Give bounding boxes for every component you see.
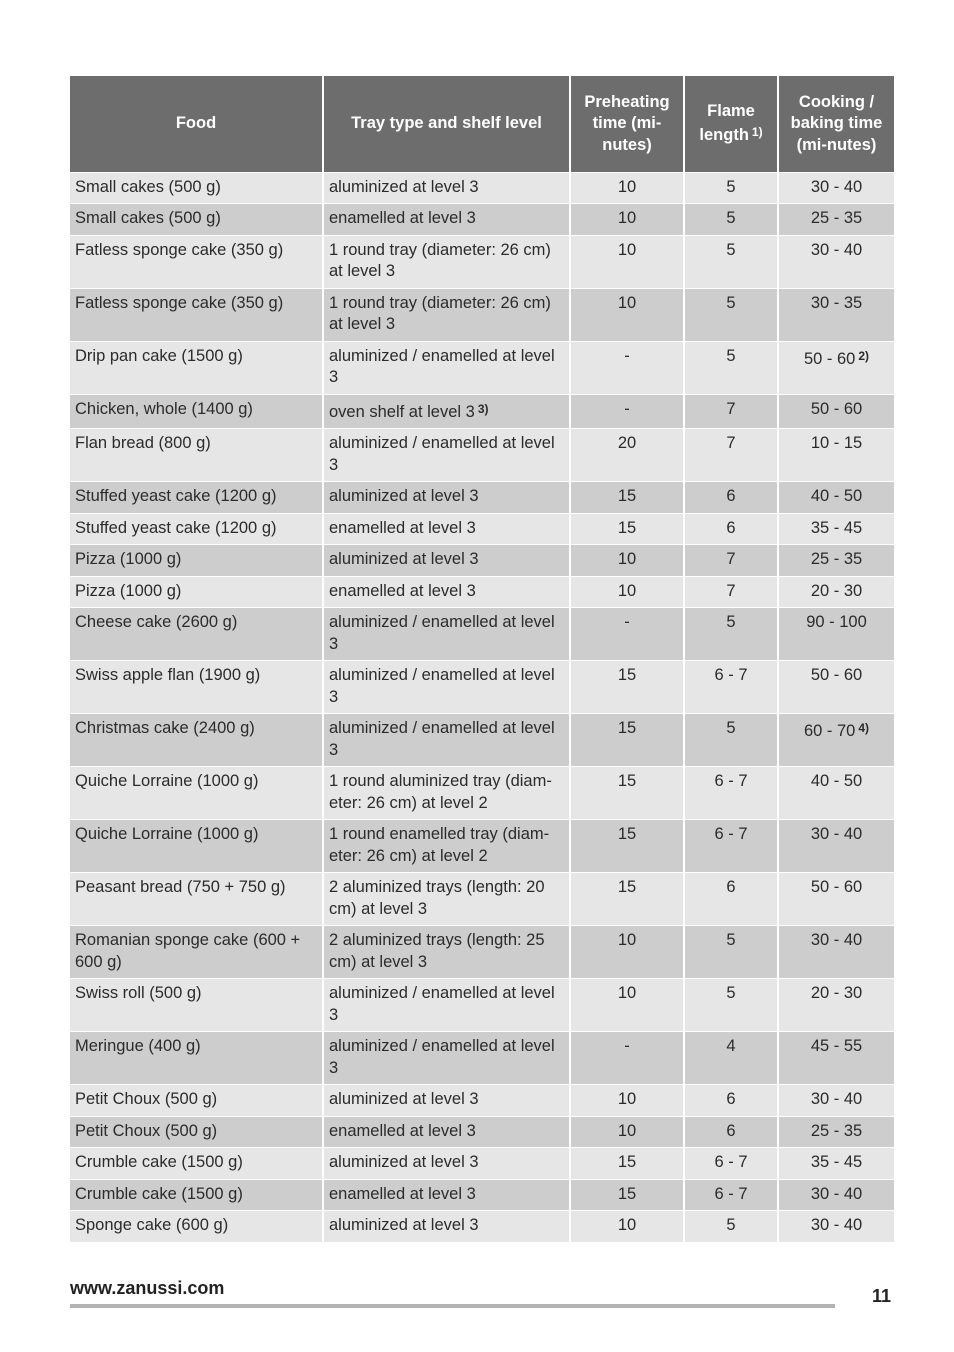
cell-preheat-text: 10 [617, 240, 637, 259]
cell-food-text: Swiss roll (500 g) [75, 984, 202, 1002]
cell-flame-text: 7 [726, 550, 736, 568]
cell-food [70, 1211, 323, 1242]
cell-flame [684, 661, 778, 714]
cell-cook [778, 767, 894, 820]
cell-flame-text: 6 [726, 878, 736, 896]
header-food: Food [70, 76, 323, 172]
cell-flame-text: 5 [726, 240, 736, 259]
cell-cook-text: 30 - 40 [810, 1090, 863, 1108]
cell-cook [778, 235, 894, 288]
cell-preheat [570, 172, 684, 204]
cell-flame [684, 288, 778, 341]
cell-food-text: Cheese cake (2600 g) [75, 613, 238, 631]
cell-tray-text: 1 round enamelled tray (diam-eter: 26 cm) at level 2 [329, 825, 550, 865]
cell-tray [323, 608, 570, 661]
cell-cook [778, 1032, 894, 1085]
cell-cook-text: 25 - 35 [810, 209, 863, 227]
table-row [70, 576, 894, 608]
cell-food-text: Crumble cake (1500 g) [75, 1153, 243, 1171]
cell-food [70, 767, 323, 820]
cell-food-text: Stuffed yeast cake (1200 g) [75, 487, 277, 505]
cell-flame [684, 1179, 778, 1211]
cell-tray [323, 341, 570, 394]
cell-cook-text: 45 - 55 [810, 1037, 863, 1055]
cell-tray-text: aluminized / enamelled at level 3 [329, 613, 555, 653]
cell-cook [778, 288, 894, 341]
cell-flame [684, 482, 778, 514]
cell-tray [323, 235, 570, 288]
cell-preheat [570, 1148, 684, 1180]
cell-tray-text: aluminized at level 3 [329, 1153, 479, 1171]
cell-preheat-text: 10 [617, 177, 637, 196]
cell-tray-text: aluminized at level 3 [329, 177, 479, 196]
cell-tray-text: aluminized / enamelled at level 3 [329, 719, 555, 759]
cell-flame [684, 1085, 778, 1117]
cell-food [70, 661, 323, 714]
header-preheat: Preheating time (mi-nutes) [570, 76, 684, 172]
table-row [70, 513, 894, 545]
cell-preheat-text: 10 [617, 931, 637, 949]
table-row [70, 394, 894, 429]
footer-url[interactable]: www.zanussi.com [70, 1278, 225, 1298]
cell-preheat-text: 10 [617, 293, 637, 312]
cell-tray [323, 979, 570, 1032]
table-row [70, 1179, 894, 1211]
cell-preheat-text: 15 [617, 772, 637, 790]
cell-preheat-text: 15 [617, 1184, 637, 1203]
cell-flame [684, 341, 778, 394]
cell-tray [323, 1085, 570, 1117]
cell-food-text: Fatless sponge cake (350 g) [75, 240, 284, 259]
cell-food-text: Stuffed yeast cake (1200 g) [75, 518, 277, 537]
cell-food [70, 172, 323, 204]
cell-flame-text: 5 [726, 1216, 736, 1234]
cell-cook-text: 20 - 30 [810, 581, 863, 600]
table-row [70, 820, 894, 873]
cell-food-text: Christmas cake (2400 g) [75, 719, 255, 737]
cell-tray [323, 1148, 570, 1180]
cell-food-text: Petit Choux (500 g) [75, 1090, 218, 1108]
cell-flame [684, 429, 778, 482]
cell-food [70, 1116, 323, 1148]
cell-cook [778, 608, 894, 661]
cell-tray-text: enamelled at level 3 [329, 518, 476, 537]
cell-flame [684, 873, 778, 926]
cell-cook-text: 35 - 45 [810, 518, 863, 537]
cell-food [70, 1148, 323, 1180]
cell-preheat-text: 10 [617, 581, 637, 600]
cell-cook-text: 60 - 70 [803, 722, 856, 740]
cell-food [70, 341, 323, 394]
cell-tray-text: oven shelf at level 3 [329, 402, 475, 421]
cell-preheat-text: 15 [617, 878, 637, 896]
cell-preheat [570, 1211, 684, 1242]
cell-food [70, 576, 323, 608]
cell-cook [778, 873, 894, 926]
cell-food [70, 873, 323, 926]
table-row [70, 1032, 894, 1085]
cell-tray-text: aluminized / enamelled at level 3 [329, 1037, 555, 1077]
cell-food [70, 513, 323, 545]
cell-cook [778, 1211, 894, 1242]
cell-cook [778, 979, 894, 1032]
cell-cook [778, 513, 894, 545]
cell-cook-text: 35 - 45 [810, 1153, 863, 1171]
cell-cook-text: 50 - 60 [810, 878, 863, 896]
cell-tray-text: 2 aluminized trays (length: 25 cm) at level 3 [329, 931, 545, 971]
cell-flame [684, 608, 778, 661]
cell-tray-text: 1 round tray (diameter: 26 cm) at level 3 [329, 293, 551, 333]
baking-table-container [70, 76, 894, 1242]
cell-flame-text: 6 [726, 1121, 736, 1140]
table-row [70, 979, 894, 1032]
cell-cook-text: 50 - 60 [810, 399, 863, 418]
baking-table [70, 76, 894, 1242]
cell-flame-text: 5 [726, 293, 736, 312]
cell-cook [778, 1116, 894, 1148]
cell-food-text: Quiche Lorraine (1000 g) [75, 772, 259, 790]
cell-preheat [570, 608, 684, 661]
cell-preheat-text: 15 [617, 666, 637, 684]
cell-flame [684, 235, 778, 288]
cell-preheat [570, 1085, 684, 1117]
cell-tray [323, 1179, 570, 1211]
cell-flame-text: 6 - 7 [714, 1153, 748, 1171]
cell-flame-text: 7 [726, 581, 736, 600]
cell-flame-text: 5 [726, 177, 736, 196]
cell-food-text: Small cakes (500 g) [75, 209, 221, 227]
cell-cook-text: 30 - 40 [810, 1184, 863, 1203]
cell-preheat-text: 15 [617, 487, 637, 505]
cell-flame [684, 394, 778, 429]
cell-preheat [570, 873, 684, 926]
cell-cook-text: 30 - 40 [810, 931, 863, 949]
cell-flame-text: 6 [726, 1090, 736, 1108]
cell-flame-text: 7 [726, 434, 736, 452]
cell-cook [778, 714, 894, 767]
cell-preheat [570, 820, 684, 873]
cell-flame [684, 820, 778, 873]
cell-preheat-text: 10 [617, 209, 637, 227]
table-row [70, 767, 894, 820]
cell-preheat [570, 545, 684, 577]
header-flame-footnote: 1) [751, 125, 763, 140]
cell-food [70, 1179, 323, 1211]
page-number: 11 [872, 1286, 892, 1306]
cell-preheat-text: 10 [617, 984, 637, 1002]
cell-food [70, 545, 323, 577]
cell-tray-text: 1 round tray (diameter: 26 cm) at level 3 [329, 240, 551, 280]
cell-food-text: Petit Choux (500 g) [75, 1121, 218, 1140]
cell-flame-text: 7 [726, 399, 736, 418]
cell-cook-text: 20 - 30 [810, 984, 863, 1002]
cell-flame-text: 6 - 7 [714, 1184, 748, 1203]
cell-cook-text: 30 - 40 [810, 825, 863, 843]
cell-tray-text: 1 round aluminized tray (diam-eter: 26 cm) at level 2 [329, 772, 552, 812]
table-row [70, 545, 894, 577]
cell-cook [778, 1085, 894, 1117]
cell-cook-text: 30 - 40 [810, 240, 863, 259]
cell-flame-text: 5 [726, 613, 736, 631]
cell-food [70, 979, 323, 1032]
cell-tray-text: enamelled at level 3 [329, 581, 476, 600]
cell-tray [323, 429, 570, 482]
cell-food [70, 204, 323, 236]
cell-food [70, 608, 323, 661]
cell-tray-text: enamelled at level 3 [329, 1184, 476, 1203]
cell-preheat [570, 513, 684, 545]
table-row [70, 714, 894, 767]
cell-flame [684, 1211, 778, 1242]
cell-preheat-text: 15 [617, 825, 637, 843]
cell-food-text: Pizza (1000 g) [75, 550, 182, 568]
cell-cook-text: 10 - 15 [810, 434, 863, 452]
cell-preheat-text: 15 [617, 719, 637, 737]
table-row [70, 1148, 894, 1180]
cell-cook [778, 204, 894, 236]
cell-tray-text: aluminized / enamelled at level 3 [329, 666, 555, 706]
cell-food-text: Flan bread (800 g) [75, 434, 211, 452]
cell-food [70, 1032, 323, 1085]
cell-preheat [570, 394, 684, 429]
cell-tray [323, 661, 570, 714]
cell-tray [323, 172, 570, 204]
cell-preheat-text: - [624, 613, 630, 631]
cell-preheat [570, 979, 684, 1032]
cell-tray [323, 204, 570, 236]
table-row [70, 288, 894, 341]
cell-preheat-text: 15 [617, 1153, 637, 1171]
cell-tray [323, 1211, 570, 1242]
cell-cook-text: 50 - 60 [803, 349, 856, 368]
cell-cook-text: 25 - 35 [810, 1121, 863, 1140]
header-flame [684, 76, 778, 172]
cell-flame [684, 1116, 778, 1148]
table-row [70, 926, 894, 979]
cell-cook [778, 661, 894, 714]
cell-food [70, 429, 323, 482]
cell-food-text: Meringue (400 g) [75, 1037, 201, 1055]
table-row [70, 608, 894, 661]
cell-cook-text: 30 - 40 [810, 177, 863, 196]
cell-cook [778, 576, 894, 608]
cell-preheat-text: 20 [617, 434, 637, 452]
cell-food [70, 394, 323, 429]
cell-food [70, 288, 323, 341]
cell-flame-text: 6 [726, 487, 736, 505]
cell-food-text: Swiss apple flan (1900 g) [75, 666, 261, 684]
cell-tray-text: aluminized at level 3 [329, 550, 479, 568]
cell-preheat [570, 767, 684, 820]
cell-food [70, 820, 323, 873]
cell-tray [323, 482, 570, 514]
cell-preheat [570, 288, 684, 341]
cell-food [70, 1085, 323, 1117]
cell-food-text: Chicken, whole (1400 g) [75, 399, 253, 418]
cell-cook [778, 341, 894, 394]
cell-preheat-text: - [624, 1037, 630, 1055]
cell-tray-text: 2 aluminized trays (length: 20 cm) at level 3 [329, 878, 545, 918]
cell-cook-text: 40 - 50 [810, 487, 863, 505]
cell-flame [684, 545, 778, 577]
table-row [70, 429, 894, 482]
cell-flame-text: 5 [726, 719, 736, 737]
cell-cook [778, 820, 894, 873]
cell-preheat [570, 661, 684, 714]
table-row [70, 341, 894, 394]
cell-cook [778, 1179, 894, 1211]
header-cook: Cooking / baking time (mi-nutes) [778, 76, 894, 172]
cell-flame-text: 6 - 7 [714, 666, 748, 684]
cell-preheat-text: 15 [617, 518, 637, 537]
cell-tray [323, 926, 570, 979]
cell-flame [684, 204, 778, 236]
cell-tray [323, 873, 570, 926]
cell-preheat-text: 10 [617, 1216, 637, 1234]
table-header-row [70, 76, 894, 172]
cell-flame-text: 6 - 7 [714, 825, 748, 843]
cell-preheat [570, 482, 684, 514]
cell-flame-text: 6 - 7 [714, 772, 748, 790]
cell-cook [778, 172, 894, 204]
table-row [70, 1116, 894, 1148]
cell-tray [323, 767, 570, 820]
table-row [70, 204, 894, 236]
cell-flame-text: 5 [726, 931, 736, 949]
cell-tray [323, 714, 570, 767]
cell-preheat-text: - [624, 346, 630, 365]
cell-food [70, 714, 323, 767]
cell-preheat [570, 1179, 684, 1211]
cell-food-text: Romanian sponge cake (600 + 600 g) [75, 931, 301, 971]
cell-cook [778, 482, 894, 514]
cell-tray-text: enamelled at level 3 [329, 209, 476, 227]
cell-tray-text: aluminized / enamelled at level 3 [329, 346, 555, 386]
cell-tray [323, 1032, 570, 1085]
cell-preheat-text: 10 [617, 550, 637, 568]
cell-tray [323, 576, 570, 608]
cell-preheat [570, 926, 684, 979]
cell-food-text: Fatless sponge cake (350 g) [75, 293, 284, 312]
cell-food-text: Quiche Lorraine (1000 g) [75, 825, 259, 843]
cell-tray-text: aluminized at level 3 [329, 1216, 479, 1234]
cell-flame [684, 979, 778, 1032]
cell-preheat-text: 10 [617, 1090, 637, 1108]
cell-flame-text: 5 [726, 984, 736, 1002]
cell-tray-text: aluminized at level 3 [329, 1090, 479, 1108]
table-row [70, 172, 894, 204]
cell-preheat [570, 1116, 684, 1148]
header-tray: Tray type and shelf level [323, 76, 570, 172]
cell-cook-text: 25 - 35 [810, 550, 863, 568]
cell-preheat-text: - [624, 399, 630, 418]
cell-preheat [570, 429, 684, 482]
cell-preheat [570, 714, 684, 767]
cell-food [70, 926, 323, 979]
cell-food-text: Drip pan cake (1500 g) [75, 346, 243, 365]
cell-cook [778, 429, 894, 482]
cell-cook-text: 30 - 35 [810, 293, 863, 312]
table-row [70, 1211, 894, 1242]
table-row [70, 1085, 894, 1117]
cell-flame-text: 4 [726, 1037, 736, 1055]
cell-cook-text: 50 - 60 [810, 666, 863, 684]
cell-cook [778, 926, 894, 979]
cell-tray [323, 1116, 570, 1148]
cell-flame [684, 926, 778, 979]
table-row [70, 661, 894, 714]
cell-preheat [570, 204, 684, 236]
cell-food-text: Sponge cake (600 g) [75, 1216, 229, 1234]
cell-preheat-text: 10 [617, 1121, 637, 1140]
cell-tray-text: aluminized / enamelled at level 3 [329, 434, 555, 474]
cell-flame-text: 5 [726, 346, 736, 365]
cell-cook-text: 40 - 50 [810, 772, 863, 790]
cell-flame [684, 576, 778, 608]
cell-food-text: Pizza (1000 g) [75, 581, 182, 600]
cell-tray-text: aluminized at level 3 [329, 487, 479, 505]
cell-preheat [570, 576, 684, 608]
cell-food-text: Peasant bread (750 + 750 g) [75, 878, 286, 896]
cell-flame [684, 767, 778, 820]
cell-flame [684, 714, 778, 767]
cell-tray-text: enamelled at level 3 [329, 1121, 476, 1140]
cell-food [70, 482, 323, 514]
cell-cook-footnote: 4) [858, 721, 870, 735]
cell-flame-text: 5 [726, 209, 736, 227]
cell-flame [684, 1148, 778, 1180]
cell-tray-footnote: 3) [477, 401, 489, 416]
table-row [70, 873, 894, 926]
cell-cook-footnote: 2) [858, 348, 870, 363]
cell-cook [778, 394, 894, 429]
header-flame-label: Flame length [699, 101, 755, 145]
cell-flame [684, 172, 778, 204]
cell-cook [778, 1148, 894, 1180]
cell-tray [323, 394, 570, 429]
cell-cook [778, 545, 894, 577]
table-row [70, 235, 894, 288]
cell-tray [323, 513, 570, 545]
cell-food-text: Crumble cake (1500 g) [75, 1184, 243, 1203]
cell-flame [684, 1032, 778, 1085]
footer-divider [70, 1304, 835, 1308]
cell-food-text: Small cakes (500 g) [75, 177, 221, 196]
cell-food [70, 235, 323, 288]
table-row [70, 482, 894, 514]
cell-preheat [570, 341, 684, 394]
cell-flame-text: 6 [726, 518, 736, 537]
cell-cook-text: 30 - 40 [810, 1216, 863, 1234]
cell-tray [323, 545, 570, 577]
cell-flame [684, 513, 778, 545]
cell-preheat [570, 235, 684, 288]
cell-tray [323, 820, 570, 873]
cell-cook-text: 90 - 100 [806, 613, 867, 631]
cell-tray [323, 288, 570, 341]
cell-tray-text: aluminized / enamelled at level 3 [329, 984, 555, 1024]
table-body [70, 172, 894, 1242]
cell-preheat [570, 1032, 684, 1085]
